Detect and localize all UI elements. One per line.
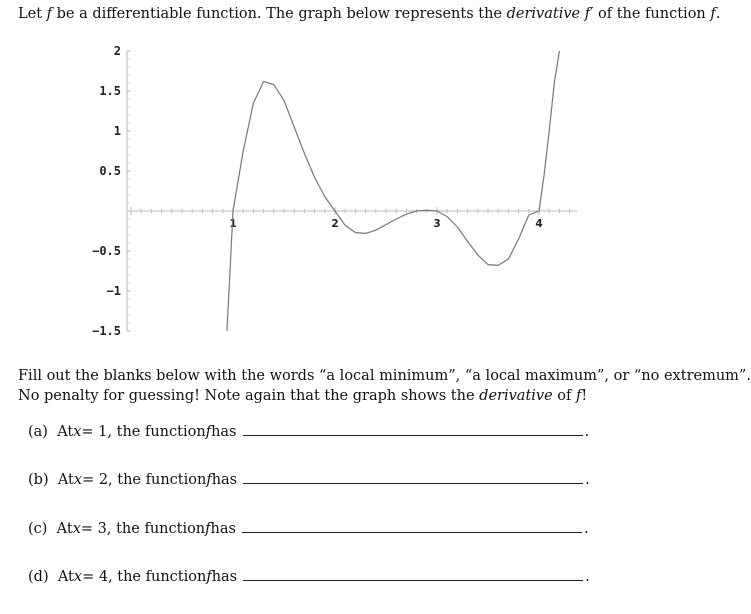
x-tick-label: 2: [331, 218, 339, 230]
question-end: .: [584, 424, 590, 440]
question-end: .: [583, 521, 589, 537]
y-tick-label: −1.5: [92, 324, 121, 338]
intro-middle: be a differentiable function. The graph below represents the: [52, 6, 507, 22]
question-label: (b): [28, 472, 49, 488]
y-tick-label: 0.5: [99, 164, 121, 178]
answer-blank-c[interactable]: [242, 518, 582, 533]
question-d: [28, 566, 590, 585]
question-x: x: [73, 424, 82, 440]
question-end: .: [585, 569, 590, 585]
instructions-line1: Fill out the blanks below with the words “a local minimum”, “a local maximum”, or “no extremum”.: [18, 368, 751, 384]
question-eq: = 3, the function: [80, 521, 206, 537]
intro-end: .: [715, 6, 721, 22]
y-tick-label: −0.5: [92, 244, 121, 258]
question-at: At: [57, 424, 74, 440]
line2-end: !: [581, 388, 588, 404]
intro-fprime: f′: [584, 6, 594, 22]
line2-prefix: No penalty for guessing! Note again that the graph shows the: [18, 388, 480, 404]
question-b: [28, 469, 590, 488]
x-tick-label: 4: [535, 218, 543, 230]
question-has: has: [211, 569, 238, 585]
question-has: has: [210, 521, 236, 537]
intro-prefix: Let: [18, 6, 47, 22]
question-at: At: [57, 569, 74, 585]
x-tick-label: 1: [229, 218, 237, 230]
answer-blank-d[interactable]: [243, 566, 583, 581]
question-x: x: [73, 569, 83, 585]
question-has: has: [211, 424, 237, 440]
question-eq: = 1, the function: [81, 424, 206, 440]
intro-derivative: derivative: [506, 6, 581, 22]
answer-blank-b[interactable]: [243, 469, 583, 484]
y-tick-label: 2: [113, 44, 121, 58]
question-f: f: [206, 472, 212, 488]
question-a: [28, 421, 589, 440]
instructions-line2: [18, 386, 751, 406]
intro-f2: f: [710, 6, 716, 22]
question-label: (c): [28, 521, 48, 537]
instructions: [18, 366, 751, 406]
intro-text: [18, 6, 720, 22]
question-x: x: [73, 472, 83, 488]
question-label: (d): [28, 569, 49, 585]
question-f: f: [205, 424, 212, 440]
y-tick-label: −1: [106, 284, 121, 298]
line2-mid: of: [552, 388, 577, 404]
intro-f: f: [46, 6, 53, 22]
intro-suffix: of the function: [593, 6, 711, 22]
y-tick-label: 1: [113, 124, 121, 138]
line2-derivative: derivative: [479, 388, 553, 404]
derivative-curve-0: [233, 51, 559, 265]
question-eq: = 4, the function: [82, 569, 207, 585]
question-has: has: [211, 472, 238, 488]
x-tick-label: 3: [433, 218, 441, 230]
question-at: At: [56, 521, 73, 537]
question-end: .: [585, 472, 590, 488]
answer-blank-a[interactable]: [243, 421, 583, 436]
question-f: f: [206, 569, 212, 585]
derivative-graph: [80, 36, 590, 346]
question-at: At: [57, 472, 74, 488]
y-tick-label: 1.5: [99, 84, 121, 98]
question-label: (a): [28, 424, 48, 440]
question-f: f: [205, 521, 211, 537]
line2-f: f: [576, 388, 582, 404]
question-eq: = 2, the function: [82, 472, 207, 488]
question-c: [28, 518, 589, 537]
question-x: x: [72, 521, 81, 537]
